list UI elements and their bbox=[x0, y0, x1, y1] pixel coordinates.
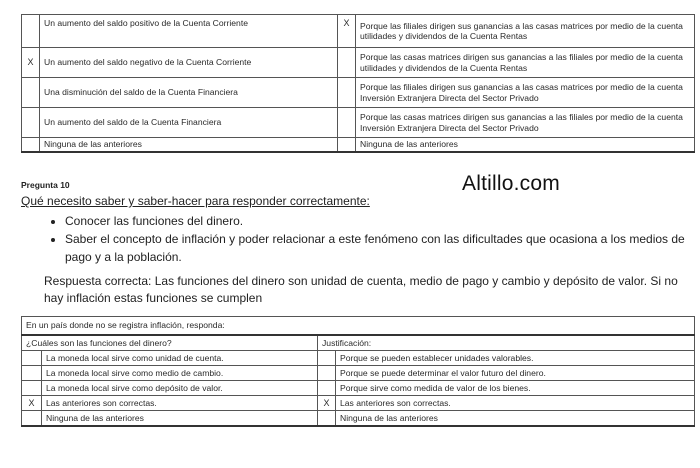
table-row bbox=[22, 366, 695, 381]
justification-text: Ninguna de las anteriores bbox=[336, 411, 695, 427]
option-text: La moneda local sirve como depósito de valor. bbox=[42, 381, 318, 396]
option-text: Un aumento del saldo de la Cuenta Financiera bbox=[40, 108, 338, 138]
justification-mark[interactable] bbox=[338, 78, 356, 108]
table-row bbox=[22, 15, 695, 48]
justification-header: Justificación: bbox=[318, 335, 695, 351]
table-row bbox=[22, 411, 695, 427]
answer-mark[interactable] bbox=[22, 381, 42, 396]
answer-mark[interactable] bbox=[22, 351, 42, 366]
correct-answer-text: Respuesta correcta: Las funciones del dinero son unidad de cuenta, medio de pago y cambio y depósito de valor. Si no hay inflación estas funciones se cumplen bbox=[44, 274, 678, 305]
options-header: ¿Cuáles son las funciones del dinero? bbox=[22, 335, 318, 351]
justification-text: Porque las filiales dirigen sus ganancias a las casas matrices por medio de la cuenta Inversión Extranjera Directa del Sector Privado bbox=[356, 78, 695, 108]
option-text: Un aumento del saldo positivo de la Cuenta Corriente bbox=[40, 15, 338, 48]
justification-mark[interactable] bbox=[318, 351, 336, 366]
table-row bbox=[22, 396, 695, 411]
question-table bbox=[21, 316, 695, 427]
table-row bbox=[22, 138, 695, 153]
option-text: La moneda local sirve como medio de cambio. bbox=[42, 366, 318, 381]
knowledge-list bbox=[44, 212, 700, 266]
answer-mark[interactable]: X bbox=[22, 48, 40, 78]
justification-mark[interactable] bbox=[318, 366, 336, 381]
site-logo: Altillo.com bbox=[462, 172, 560, 195]
table-row bbox=[22, 351, 695, 366]
justification-mark[interactable] bbox=[318, 411, 336, 427]
option-text: Las anteriores son correctas. bbox=[42, 396, 318, 411]
table-row bbox=[22, 317, 695, 336]
answer-mark[interactable] bbox=[22, 366, 42, 381]
option-text: Ninguna de las anteriores bbox=[40, 138, 338, 153]
table-row bbox=[22, 78, 695, 108]
justification-text: Porque las filiales dirigen sus ganancias a las casas matrices por medio de la cuenta utilidades y dividendos de la Cuenta Rentas bbox=[356, 15, 695, 48]
table-row bbox=[22, 381, 695, 396]
option-text: Una disminución del saldo de la Cuenta Financiera bbox=[40, 78, 338, 108]
justification-text: Porque las casas matrices dirigen sus ganancias a las filiales por medio de la cuenta utilidades y dividendos de la Cuenta Rentas bbox=[356, 48, 695, 78]
justification-mark[interactable] bbox=[338, 138, 356, 153]
justification-mark[interactable]: X bbox=[338, 15, 356, 48]
justification-text: Las anteriores son correctas. bbox=[336, 396, 695, 411]
justification-text: Porque las casas matrices dirigen sus ganancias a las filiales por medio de la cuenta Inversión Extranjera Directa del Sector Privado bbox=[356, 108, 695, 138]
option-text: Un aumento del saldo negativo de la Cuenta Corriente bbox=[40, 48, 338, 78]
justification-text: Porque sirve como medida de valor de los bienes. bbox=[336, 381, 695, 396]
justification-mark[interactable] bbox=[338, 108, 356, 138]
table-row bbox=[22, 48, 695, 78]
answer-mark[interactable] bbox=[22, 15, 40, 48]
question-heading: Qué necesito saber y saber-hacer para responder correctamente: bbox=[21, 194, 370, 208]
option-text: Ninguna de las anteriores bbox=[42, 411, 318, 427]
justification-mark[interactable] bbox=[318, 381, 336, 396]
justification-mark[interactable] bbox=[338, 48, 356, 78]
justification-text: Porque se puede determinar el valor futuro del dinero. bbox=[336, 366, 695, 381]
answer-mark[interactable] bbox=[22, 108, 40, 138]
answer-mark[interactable] bbox=[22, 138, 40, 153]
table-row bbox=[22, 335, 695, 351]
answer-mark[interactable]: X bbox=[22, 396, 42, 411]
table-row bbox=[22, 108, 695, 138]
question-prompt: En un país donde no se registra inflación, responda: bbox=[22, 317, 695, 336]
answer-mark[interactable] bbox=[22, 411, 42, 427]
answer-mark[interactable] bbox=[22, 78, 40, 108]
justification-mark[interactable]: X bbox=[318, 396, 336, 411]
list-item: • Saber el concepto de inflación y poder relacionar a este fenómeno con las dificultades que ocasiona a los medios de pago y a la población. bbox=[65, 230, 700, 266]
justification-text: Ninguna de las anteriores bbox=[356, 138, 695, 153]
previous-question-table bbox=[21, 14, 695, 153]
justification-text: Porque se pueden establecer unidades valorables. bbox=[336, 351, 695, 366]
option-text: La moneda local sirve como unidad de cuenta. bbox=[42, 351, 318, 366]
question-label: Pregunta 10 bbox=[21, 180, 70, 190]
list-item: • Conocer las funciones del dinero. bbox=[65, 212, 700, 230]
